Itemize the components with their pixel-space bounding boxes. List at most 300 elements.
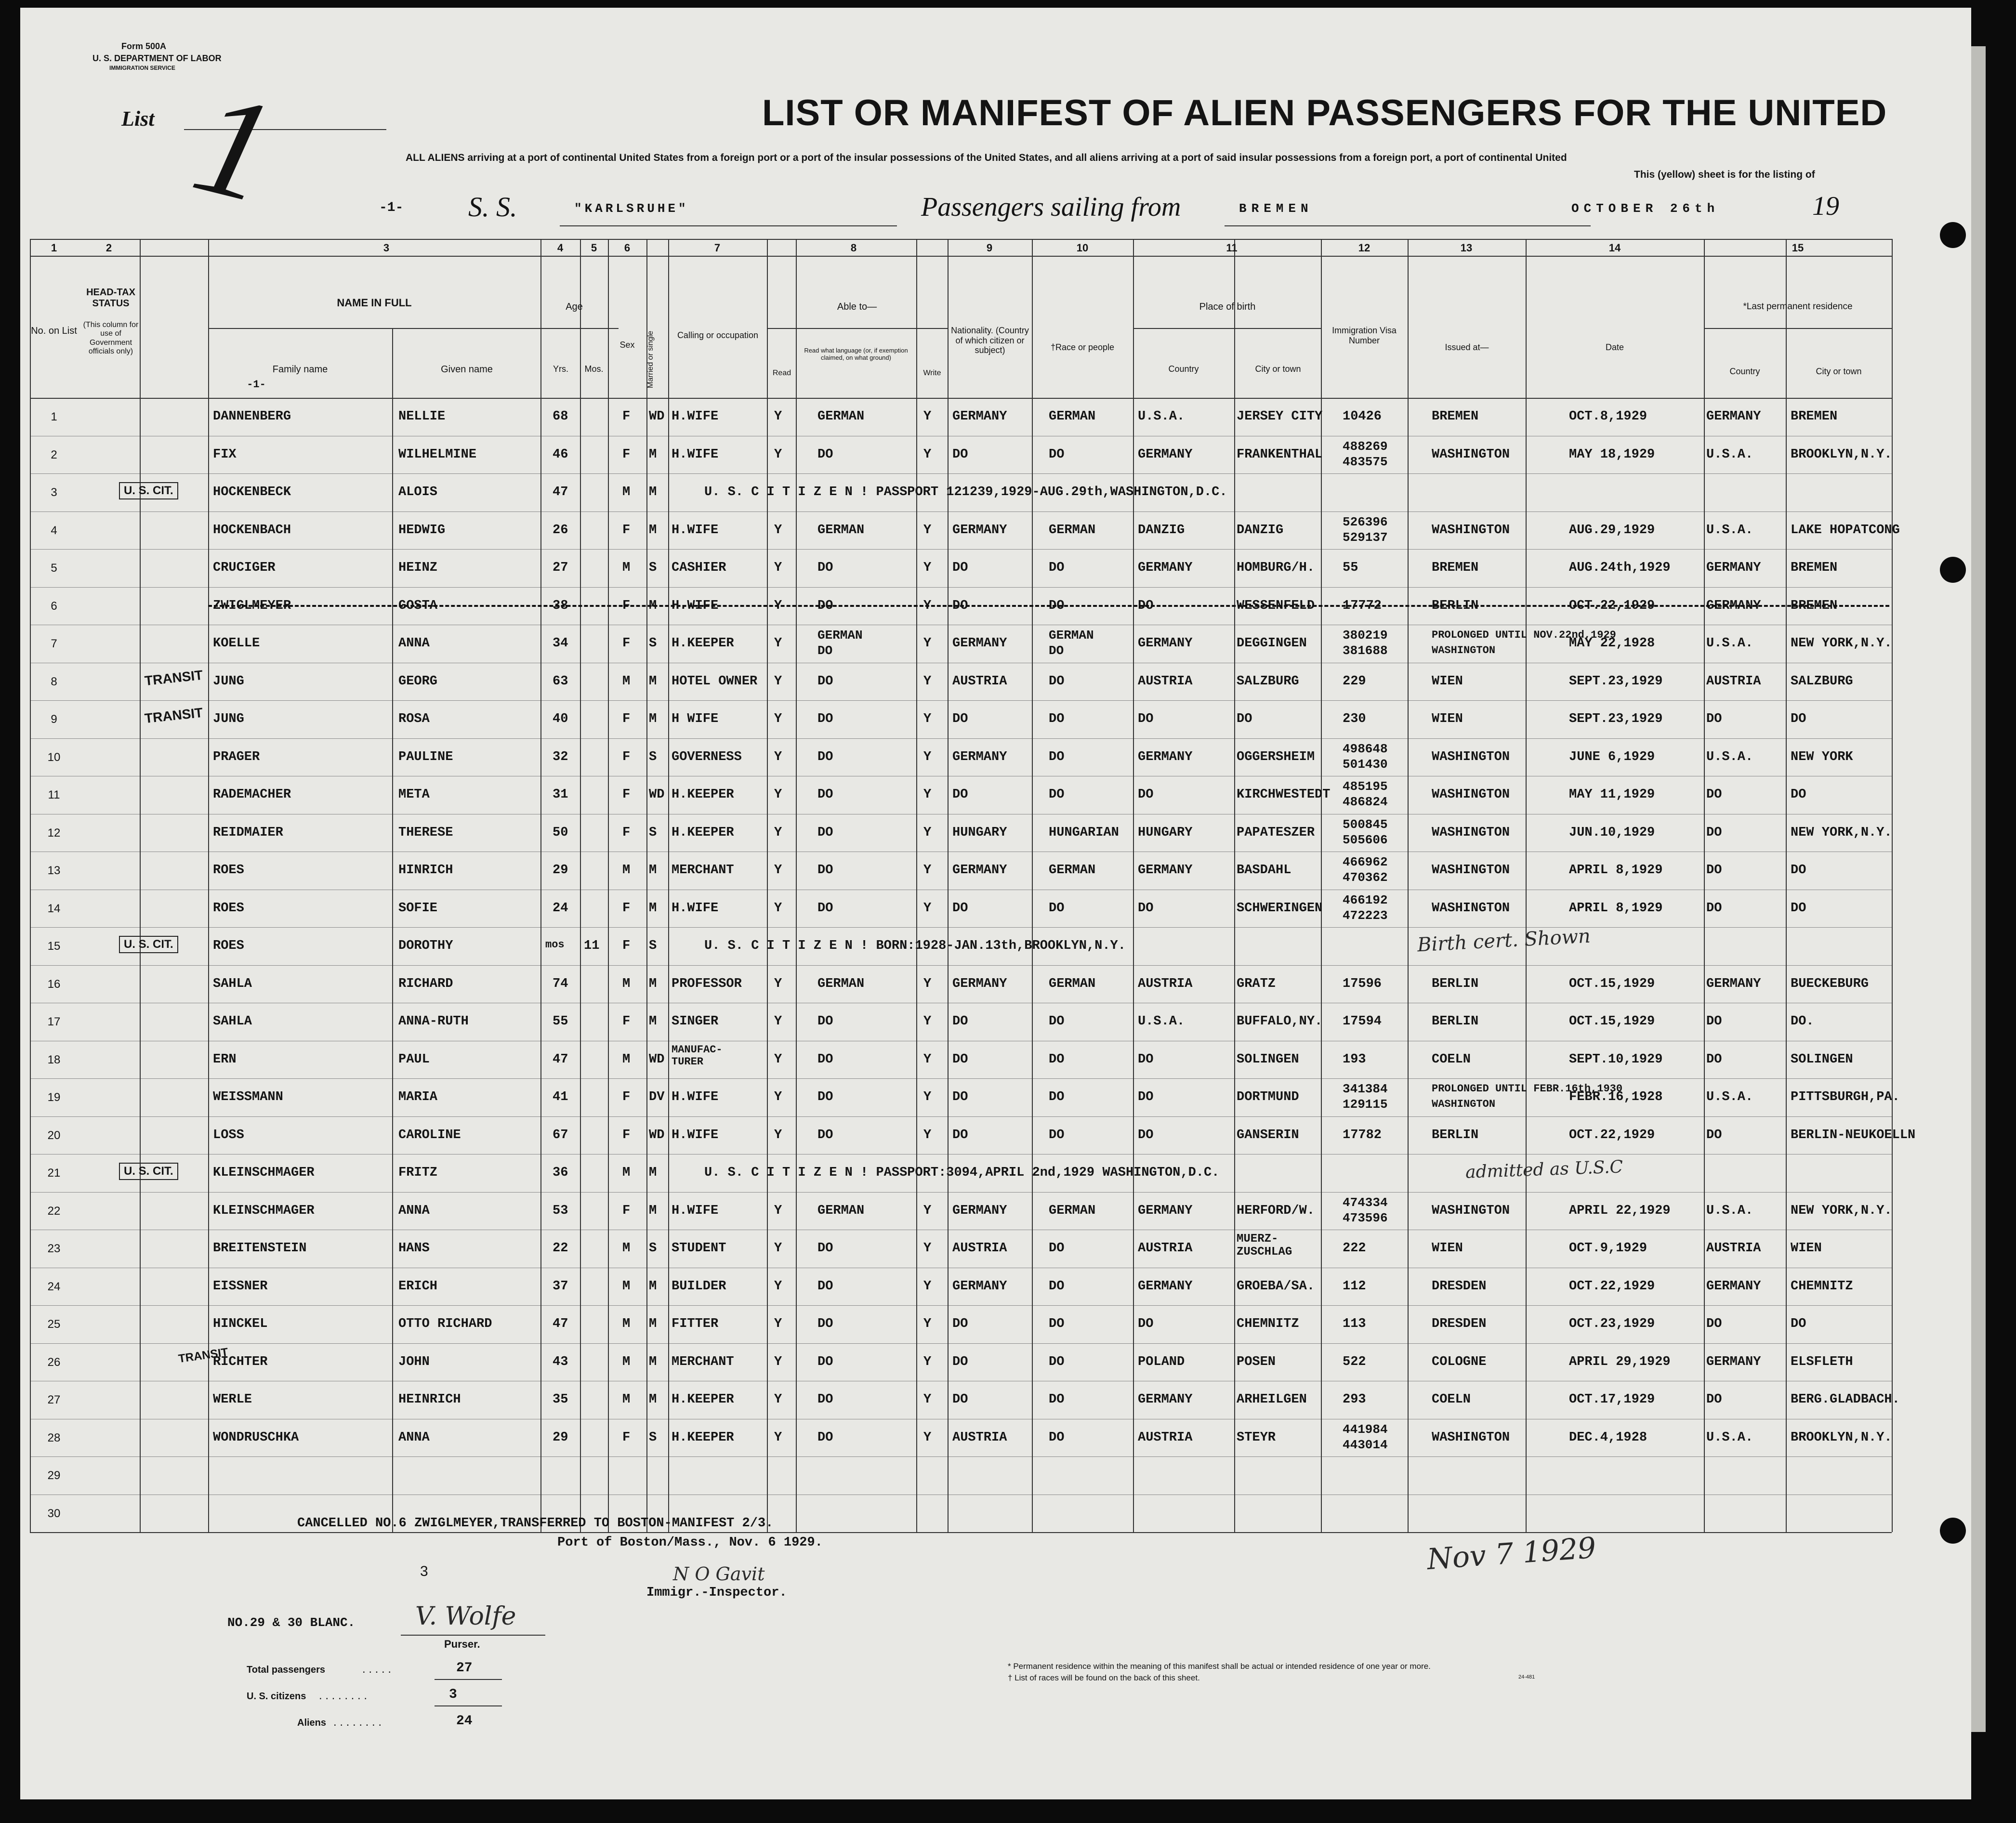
list-number: 1	[180, 61, 289, 234]
table-row	[20, 1116, 1916, 1154]
birth-country: AUSTRIA	[1138, 1241, 1193, 1256]
age-years: 41	[553, 1090, 568, 1104]
row-number: 3	[51, 486, 57, 499]
marital-status: M	[649, 1317, 657, 1331]
can-read: Y	[774, 1392, 782, 1407]
table-row	[20, 663, 1892, 701]
given-name: ANNA	[398, 636, 430, 651]
age-years: 40	[553, 712, 568, 726]
family-name: WONDRUSCHKA	[213, 1430, 299, 1445]
inspector-signature: N O Gavit	[673, 1563, 765, 1585]
marital-status: M	[649, 523, 657, 538]
birth-country: U.S.A.	[1138, 409, 1185, 424]
age-years: 47	[553, 1052, 568, 1067]
age-years: 46	[553, 447, 568, 462]
race: GERMAN	[1049, 409, 1096, 424]
marital-status: M	[649, 447, 657, 462]
marital-status: M	[649, 1279, 657, 1294]
birth-country: GERMANY	[1138, 1203, 1193, 1218]
residence-country: U.S.A.	[1706, 636, 1753, 651]
read-language: DO	[817, 712, 833, 726]
department-label: U. S. DEPARTMENT OF LABOR	[92, 53, 222, 63]
given-name: HEINRICH	[398, 1392, 461, 1407]
occupation: H WIFE	[672, 712, 719, 726]
race: DO	[1049, 749, 1065, 764]
punch-hole	[1940, 557, 1966, 583]
marital-status: M	[649, 976, 657, 991]
issue-date: APRIL 29,1929	[1569, 1354, 1671, 1369]
blanc-note: NO.29 & 30 BLANC.	[227, 1615, 356, 1630]
row-number: 17	[47, 1015, 61, 1028]
family-name: DANNENBERG	[213, 409, 291, 424]
nationality: HUNGARY	[952, 825, 1007, 840]
residence-country: GERMANY	[1706, 561, 1761, 575]
issue-date: OCT.22,1929	[1569, 598, 1655, 613]
read-language: GERMAN	[817, 523, 865, 538]
sex: F	[622, 749, 631, 764]
visa-number: 474334 473596	[1343, 1195, 1388, 1225]
family-name: BREITENSTEIN	[213, 1241, 307, 1256]
family-name: HOCKENBECK	[213, 485, 291, 499]
issued-at: WIEN	[1432, 712, 1463, 726]
marital-status: WD	[649, 787, 665, 802]
age-years: 53	[553, 1203, 568, 1218]
sex: F	[622, 636, 631, 651]
birth-city: DEGGINGEN	[1237, 636, 1307, 651]
can-read: Y	[774, 1052, 782, 1067]
us-citizen-stamp: U. S. CIT.	[119, 936, 178, 953]
sex: M	[622, 1279, 631, 1294]
nationality: AUSTRIA	[952, 674, 1007, 689]
race: DO	[1049, 674, 1065, 689]
age-years: 22	[553, 1241, 568, 1256]
header-mos: Mos.	[584, 364, 604, 374]
row-number: 5	[51, 562, 57, 575]
can-read: Y	[774, 901, 782, 916]
residence-city: DO	[1791, 712, 1806, 726]
race: DO	[1049, 1392, 1065, 1407]
nationality: GERMANY	[952, 1279, 1007, 1294]
header-name-in-full: NAME IN FULL	[337, 297, 412, 309]
given-name: HEDWIG	[398, 523, 446, 538]
given-name: OTTO RICHARD	[398, 1317, 492, 1331]
race: DO	[1049, 1014, 1065, 1029]
sex: M	[622, 1392, 631, 1407]
given-name: NELLIE	[398, 409, 446, 424]
family-name: CRUCIGER	[213, 561, 276, 575]
row-number: 28	[47, 1431, 61, 1444]
birth-country: DO	[1138, 1128, 1154, 1142]
occupation: H.KEEPER	[672, 1392, 734, 1407]
age-years: 74	[553, 976, 568, 991]
can-write: Y	[923, 749, 932, 764]
nationality: AUSTRIA	[952, 1241, 1007, 1256]
race: DO	[1049, 901, 1065, 916]
issue-date: OCT.15,1929	[1569, 1014, 1655, 1029]
race: DO	[1049, 1279, 1065, 1294]
birth-city: CHEMNITZ	[1237, 1317, 1299, 1331]
birth-country: POLAND	[1138, 1354, 1185, 1369]
sex: M	[622, 1166, 631, 1180]
given-name: META	[398, 787, 430, 802]
race: DO	[1049, 1317, 1065, 1331]
marital-status: M	[649, 485, 657, 499]
sex: F	[622, 1203, 631, 1218]
race: DO	[1049, 1430, 1065, 1445]
age-years: 43	[553, 1354, 568, 1369]
age-subheader-line	[540, 328, 619, 329]
read-language: DO	[817, 561, 833, 575]
residence-subheader-line	[1704, 328, 1892, 329]
birth-country: DO	[1138, 1317, 1154, 1331]
row-number: 6	[51, 599, 57, 613]
issue-date: APRIL 22,1929	[1569, 1203, 1671, 1218]
can-read: Y	[774, 712, 782, 726]
age-years: 29	[553, 1430, 568, 1445]
header-able-to: Able to—	[837, 302, 877, 312]
race: DO	[1049, 1128, 1065, 1142]
race: HUNGARIAN	[1049, 825, 1119, 840]
can-write: Y	[923, 598, 932, 613]
given-name: ROSA	[398, 712, 430, 726]
sex: M	[622, 1317, 631, 1331]
issue-date: SEPT.10,1929	[1569, 1052, 1663, 1067]
can-write: Y	[923, 1241, 932, 1256]
birth-country: GERMANY	[1138, 749, 1193, 764]
issued-at: DRESDEN	[1432, 1317, 1487, 1331]
birth-city: POSEN	[1237, 1354, 1276, 1369]
issued-at: WASHINGTON	[1432, 863, 1510, 878]
nationality: GERMANY	[952, 523, 1007, 538]
read-language: DO	[817, 1090, 833, 1104]
sex: M	[622, 1354, 631, 1369]
issued-at: PROLONGED UNTIL FEBR.16th,1930 WASHINGTON	[1432, 1083, 1623, 1110]
can-read: Y	[774, 1430, 782, 1445]
header-issued-at: Issued at—	[1445, 342, 1489, 352]
aliens-label: Aliens	[297, 1718, 327, 1728]
birth-city: GROEBA/SA.	[1237, 1279, 1315, 1294]
given-name: ALOIS	[398, 485, 438, 499]
race: DO	[1049, 561, 1065, 575]
residence-country: GERMANY	[1706, 976, 1761, 991]
can-read: Y	[774, 674, 782, 689]
table-row	[20, 1343, 1892, 1381]
column-number: 9	[986, 242, 993, 254]
can-write: Y	[923, 1279, 932, 1294]
given-name: GOSTA	[398, 598, 438, 613]
occupation: H.WIFE	[672, 523, 719, 538]
can-read: Y	[774, 825, 782, 840]
birth-city: ARHEILGEN	[1237, 1392, 1307, 1407]
citizen-note: U. S. C I T I Z E N ! PASSPORT:3094,APRIL 2nd,1929 WASHINGTON,D.C.	[704, 1166, 1220, 1180]
age-years: 35	[553, 1392, 568, 1407]
given-name: THERESE	[398, 825, 453, 840]
row-number: 14	[47, 902, 61, 915]
marital-status: M	[649, 901, 657, 916]
issued-at: BREMEN	[1432, 561, 1479, 575]
nationality: DO	[952, 1392, 968, 1407]
marital-status: M	[649, 1354, 657, 1369]
read-language: DO	[817, 674, 833, 689]
age-years: 68	[553, 409, 568, 424]
residence-city: WIEN	[1791, 1241, 1822, 1256]
visa-number: 293	[1343, 1392, 1366, 1407]
residence-city: SALZBURG	[1791, 674, 1853, 689]
birth-city: MUERZ- ZUSCHLAG	[1237, 1233, 1292, 1259]
can-write: Y	[923, 674, 932, 689]
age-years: 24	[553, 901, 568, 916]
row-number: 8	[51, 675, 57, 688]
family-name: SAHLA	[213, 976, 252, 991]
issued-at: BERLIN	[1432, 1128, 1479, 1142]
occupation: STUDENT	[672, 1241, 726, 1256]
race: DO	[1049, 712, 1065, 726]
birth-city: PAPATESZER	[1237, 825, 1315, 840]
visa-number: 500845 505606	[1343, 817, 1388, 847]
race: GERMAN DO	[1049, 628, 1094, 658]
visa-number: 17782	[1343, 1128, 1382, 1142]
birth-city: BUFFALO,NY.	[1237, 1014, 1323, 1029]
can-read: Y	[774, 561, 782, 575]
issued-at: BREMEN	[1432, 409, 1479, 424]
can-write: Y	[923, 1052, 932, 1067]
visa-number: 17772	[1343, 598, 1382, 613]
issued-at: WASHINGTON	[1432, 447, 1510, 462]
can-write: Y	[923, 976, 932, 991]
residence-city: NEW YORK,N.Y.	[1791, 1203, 1892, 1218]
occupation: H.WIFE	[672, 409, 719, 424]
sex: F	[622, 712, 631, 726]
can-read: Y	[774, 598, 782, 613]
nationality: AUSTRIA	[952, 1430, 1007, 1445]
birth-city: HERFORD/W.	[1237, 1203, 1315, 1218]
issue-date: AUG.29,1929	[1569, 523, 1655, 538]
visa-number: 230	[1343, 712, 1366, 726]
column-number: 8	[850, 242, 857, 254]
can-read: Y	[774, 636, 782, 651]
ship-underline	[560, 225, 897, 226]
visa-number: 485195 486824	[1343, 779, 1388, 809]
can-read: Y	[774, 447, 782, 462]
can-read: Y	[774, 1128, 782, 1142]
given-name: PAULINE	[398, 749, 453, 764]
given-name: ANNA-RUTH	[398, 1014, 469, 1029]
page-title: LIST OR MANIFEST OF ALIEN PASSENGERS FOR THE UNITED	[762, 92, 1887, 133]
residence-country: U.S.A.	[1706, 1430, 1753, 1445]
column-number-line	[30, 256, 1892, 257]
table-row	[20, 436, 1892, 474]
form-number: Form 500A	[121, 41, 167, 51]
birth-country: GERMANY	[1138, 1279, 1193, 1294]
residence-city: PITTSBURGH,PA.	[1791, 1090, 1900, 1104]
residence-country: DO	[1706, 825, 1722, 840]
table-row	[20, 776, 1892, 814]
column-divider	[1892, 239, 1893, 1532]
residence-city: ELSFLETH	[1791, 1354, 1853, 1369]
sex: M	[622, 1052, 631, 1067]
column-number: 5	[591, 242, 597, 254]
header-calling: Calling or occupation	[677, 330, 759, 340]
transit-stamp: TRANSIT	[144, 705, 204, 726]
given-name: RICHARD	[398, 976, 453, 991]
family-name: KLEINSCHMAGER	[213, 1166, 315, 1180]
birth-city: STEYR	[1237, 1430, 1276, 1445]
row-number: 9	[51, 713, 57, 726]
nationality: GERMANY	[952, 636, 1007, 651]
sex: F	[622, 825, 631, 840]
issue-date: SEPT.23,1929	[1569, 674, 1663, 689]
residence-city: DO	[1791, 1317, 1806, 1331]
issue-date: OCT.23,1929	[1569, 1317, 1655, 1331]
can-write: Y	[923, 561, 932, 575]
can-write: Y	[923, 636, 932, 651]
column-number: 13	[1460, 242, 1473, 254]
nationality: DO	[952, 561, 968, 575]
birth-country: DO	[1138, 1052, 1154, 1067]
table-row	[20, 1419, 1892, 1457]
can-read: Y	[774, 1354, 782, 1369]
column-number: 6	[624, 242, 631, 254]
sex: M	[622, 485, 631, 499]
can-write: Y	[923, 447, 932, 462]
can-write: Y	[923, 1392, 932, 1407]
occupation: H.KEEPER	[672, 1430, 734, 1445]
citizen-note: U. S. C I T I Z E N ! BORN:1928-JAN.13th,BROOKLYN,N.Y.	[704, 939, 1126, 953]
form-code: 24-481	[1518, 1674, 1535, 1680]
family-name: HINCKEL	[213, 1317, 268, 1331]
age-years: 47	[553, 1317, 568, 1331]
race: GERMAN	[1049, 523, 1096, 538]
issue-date: AUG.24th,1929	[1569, 561, 1671, 575]
marital-status: S	[649, 825, 657, 840]
column-number: 3	[383, 242, 390, 254]
issued-at: PROLONGED UNTIL NOV.22nd,1929 WASHINGTON	[1432, 629, 1616, 656]
table-row	[20, 1230, 1892, 1268]
us-citizens-label: U. S. citizens	[247, 1691, 306, 1702]
residence-country: AUSTRIA	[1706, 674, 1761, 689]
visa-number: 466192 472223	[1343, 892, 1388, 923]
can-read: Y	[774, 863, 782, 878]
row-number: 13	[47, 864, 61, 877]
family-name: JUNG	[213, 712, 244, 726]
occupation: H.WIFE	[672, 901, 719, 916]
residence-city: DO.	[1791, 1014, 1814, 1029]
residence-city: NEW YORK	[1791, 749, 1853, 764]
birth-country: GERMANY	[1138, 561, 1193, 575]
family-name: WERLE	[213, 1392, 252, 1407]
occupation: H.KEEPER	[672, 636, 734, 651]
visa-number: 466962 470362	[1343, 855, 1388, 885]
header-no-on-list: No. on List	[31, 326, 77, 336]
race: DO	[1049, 787, 1065, 802]
nationality: DO	[952, 712, 968, 726]
issued-at: COLOGNE	[1432, 1354, 1487, 1369]
occupation: H.KEEPER	[672, 787, 734, 802]
read-language: GERMAN	[817, 976, 865, 991]
marital-status: M	[649, 1014, 657, 1029]
port-name: BREMEN	[1239, 201, 1313, 216]
row-number: 22	[47, 1204, 61, 1218]
sex: F	[622, 1014, 631, 1029]
row-number: 30	[47, 1507, 61, 1520]
can-write: Y	[923, 1203, 932, 1218]
can-write: Y	[923, 1430, 932, 1445]
birth-country: DO	[1138, 787, 1154, 802]
issued-at: DRESDEN	[1432, 1279, 1487, 1294]
family-name: ROES	[213, 863, 244, 878]
birth-city: WESSENFELD	[1237, 598, 1315, 613]
race: DO	[1049, 1241, 1065, 1256]
occupation: HOTEL OWNER	[672, 674, 758, 689]
birth-subheader-line	[1133, 328, 1321, 329]
issued-at: WASHINGTON	[1432, 749, 1510, 764]
nationality: DO	[952, 1317, 968, 1331]
sex: F	[622, 598, 631, 613]
sex: F	[622, 1430, 631, 1445]
birth-city: SALZBURG	[1237, 674, 1299, 689]
birth-country: DANZIG	[1138, 523, 1185, 538]
birth-country: HUNGARY	[1138, 825, 1193, 840]
nationality: GERMANY	[952, 749, 1007, 764]
sheet-edge	[1971, 46, 1986, 1732]
header-res-city: City or town	[1816, 367, 1862, 376]
birth-country: DO	[1138, 1090, 1154, 1104]
row-number: 18	[47, 1053, 61, 1066]
header-write: Write	[923, 369, 941, 377]
given-name: FRITZ	[398, 1166, 438, 1180]
residence-city: BREMEN	[1791, 409, 1838, 424]
marital-status: M	[649, 1392, 657, 1407]
issued-at: BERLIN	[1432, 598, 1479, 613]
issued-at: BERLIN	[1432, 1014, 1479, 1029]
issue-date: APRIL 8,1929	[1569, 901, 1663, 916]
visa-number: 380219 381688	[1343, 628, 1388, 658]
given-name: ANNA	[398, 1430, 430, 1445]
issued-at: COELN	[1432, 1392, 1471, 1407]
column-number: 7	[714, 242, 721, 254]
table-row	[20, 473, 1892, 511]
given-name: GEORG	[398, 674, 438, 689]
read-language: DO	[817, 1354, 833, 1369]
read-language: DO	[817, 1279, 833, 1294]
given-name: HEINZ	[398, 561, 438, 575]
family-name: FIX	[213, 447, 237, 462]
issue-date: MAY 18,1929	[1569, 447, 1655, 462]
age-years: 29	[553, 863, 568, 878]
sex: M	[622, 976, 631, 991]
residence-country: DO	[1706, 901, 1722, 916]
residence-country: U.S.A.	[1706, 749, 1753, 764]
marital-status: DV	[649, 1090, 665, 1104]
header-married: Married or single	[646, 330, 655, 388]
header-visa: Immigration Visa Number	[1332, 326, 1397, 345]
birth-country: GERMANY	[1138, 863, 1193, 878]
table-row	[20, 1078, 1900, 1116]
header-race: †Race or people	[1050, 342, 1115, 352]
table-row	[20, 890, 1892, 928]
row-number: 12	[47, 826, 61, 839]
given-name: MARIA	[398, 1090, 438, 1104]
visa-number: 193	[1343, 1052, 1366, 1067]
sex: F	[622, 447, 631, 462]
residence-country: DO	[1706, 1317, 1722, 1331]
residence-country: AUSTRIA	[1706, 1241, 1761, 1256]
table-row	[20, 1305, 1892, 1343]
read-language: DO	[817, 1241, 833, 1256]
sailing-year: 19	[1812, 191, 1839, 221]
birth-city: BASDAHL	[1237, 863, 1291, 878]
age-years: 47	[553, 485, 568, 499]
